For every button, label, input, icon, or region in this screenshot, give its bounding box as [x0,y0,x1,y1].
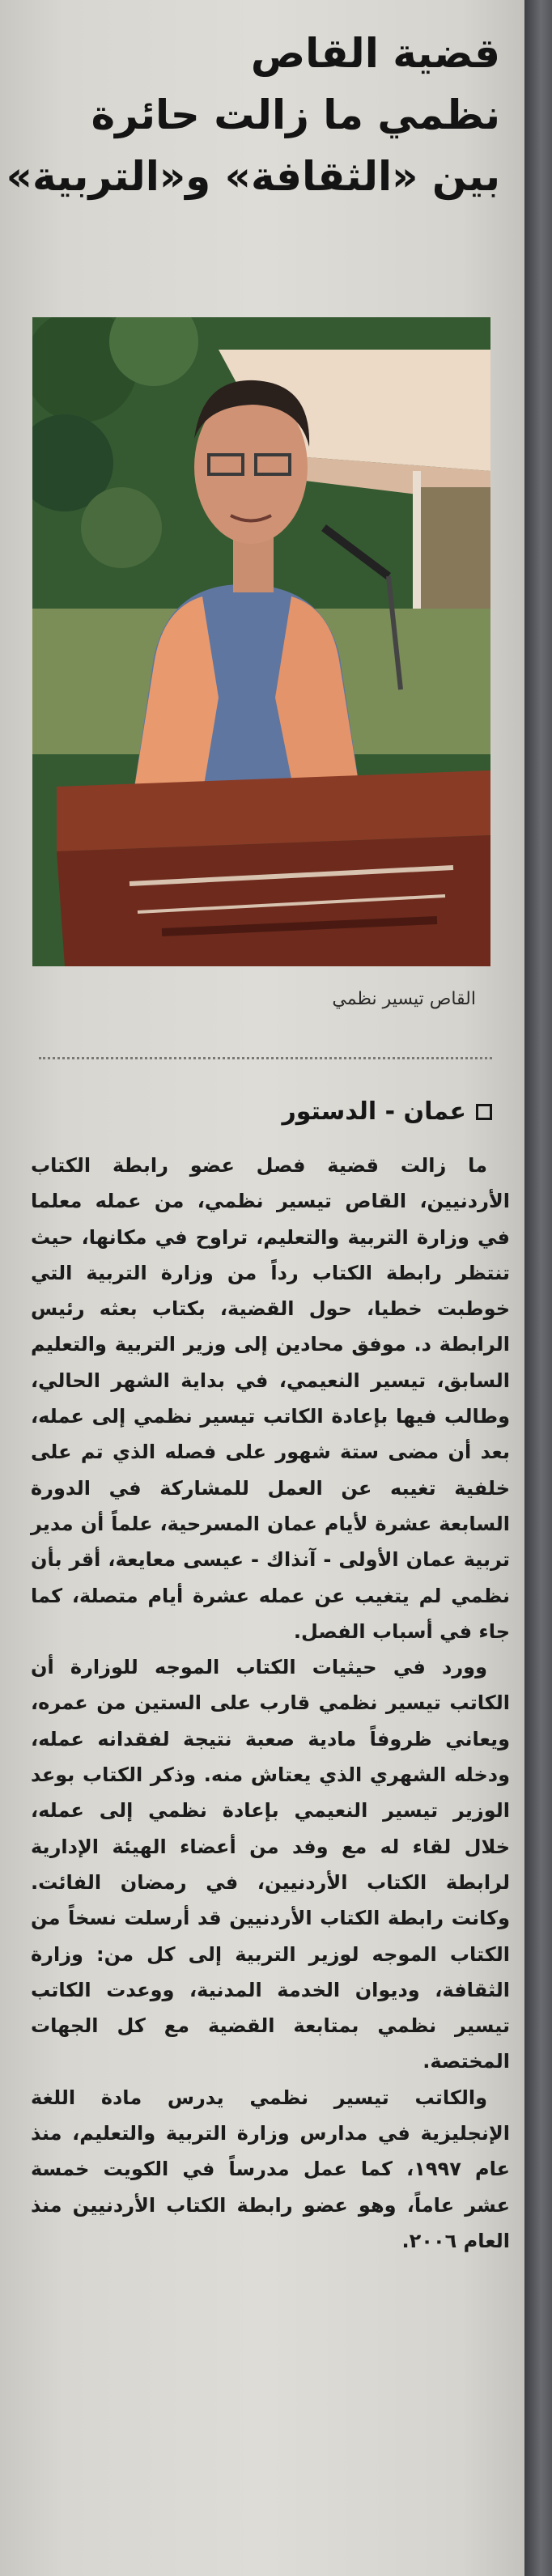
byline [282,1097,492,1126]
section-divider [39,1057,492,1059]
speaker-at-podium-photo [32,317,490,966]
article-paragraph: ما زالت قضية فصل عضو رابطة الكتاب الأردنيين، القاص تيسير نظمي، من عمله معلما في وزارة التربية والتعليم، تراوح في مكانها، حيث تنتظر رابطة الكتاب رداً من وزارة التربية التي خوطبت خطيا، حول القضية، بكتاب بعثه رئيس الرابطة د. موفق محادين إلى وزير التربية والتعليم السابق، تيسير النعيمي، في بداية الشهر الحالي، وطالب فيها بإعادة الكاتب تيسير نظمي إلى عمله، بعد أن مضى ستة شهور على فصله الذي تم على خلفية تغيبه عن العمل للمشاركة في الدورة السابعة عشرة لأيام عمان المسرحية، علماً أن مدير تربية عمان الأولى - آنذاك - عيسى معايعة، أقر بأن نظمي لم يتغيب عن عمله عشرة أيام متصلة، كما جاء في أسباب الفصل. [31,1154,510,1643]
headline-line-3: بين «الثقافة» و«التربية» [6,153,500,200]
byline-text: عمان - الدستور [282,1097,466,1126]
background-edge [524,0,552,2576]
article-paragraph: والكاتب تيسير نظمي يدرس مادة اللغة الإنجليزية في مدارس وزارة التربية والتعليم، منذ عام ١٩٩٧، كما عمل مدرساً في الكويت خمسة عشر عاماً، وهو عضو رابطة الكتاب الأردنيين منذ العام ٢٠٠٦. [31,2086,511,2252]
photo-caption: القاص تيسير نظمي [332,989,476,1009]
headline-line-2: نظمي ما زالت حائرة [91,91,500,138]
square-bullet-icon [476,1104,492,1120]
article-paragraph: وورد في حيثيات الكتاب الموجه للوزارة أن الكاتب تيسير نظمي قارب على الستين من عمره، ويعاني ظروفاً مادية صعبة نتيجة لفقدانه عمله، ودخله الشهري الذي يعتاش منه. وذكر الكتاب بوعد الوزير تيسير النعيمي بإعادة نظمي إلى عمله، خلال لقاء له مع وفد من أعضاء الهيئة الإدارية لرابطة الكتاب الأردنيين، في رمضان الفائت. وكانت رابطة الكتاب الأردنيين قد أرسلت نسخاً من الكتاب الموجه لوزير التربية إلى كل من: وزارة الثقافة، وديوان الخدمة المدنية، ووعدت الكاتب تيسير نظمي بمتابعة القضية مع كل الجهات المختصة. [31,1656,510,2073]
article-body [31,1148,510,2259]
article-photo [32,317,490,966]
headline-line-1: قضية القاص [250,30,500,77]
article-headline [6,23,500,207]
